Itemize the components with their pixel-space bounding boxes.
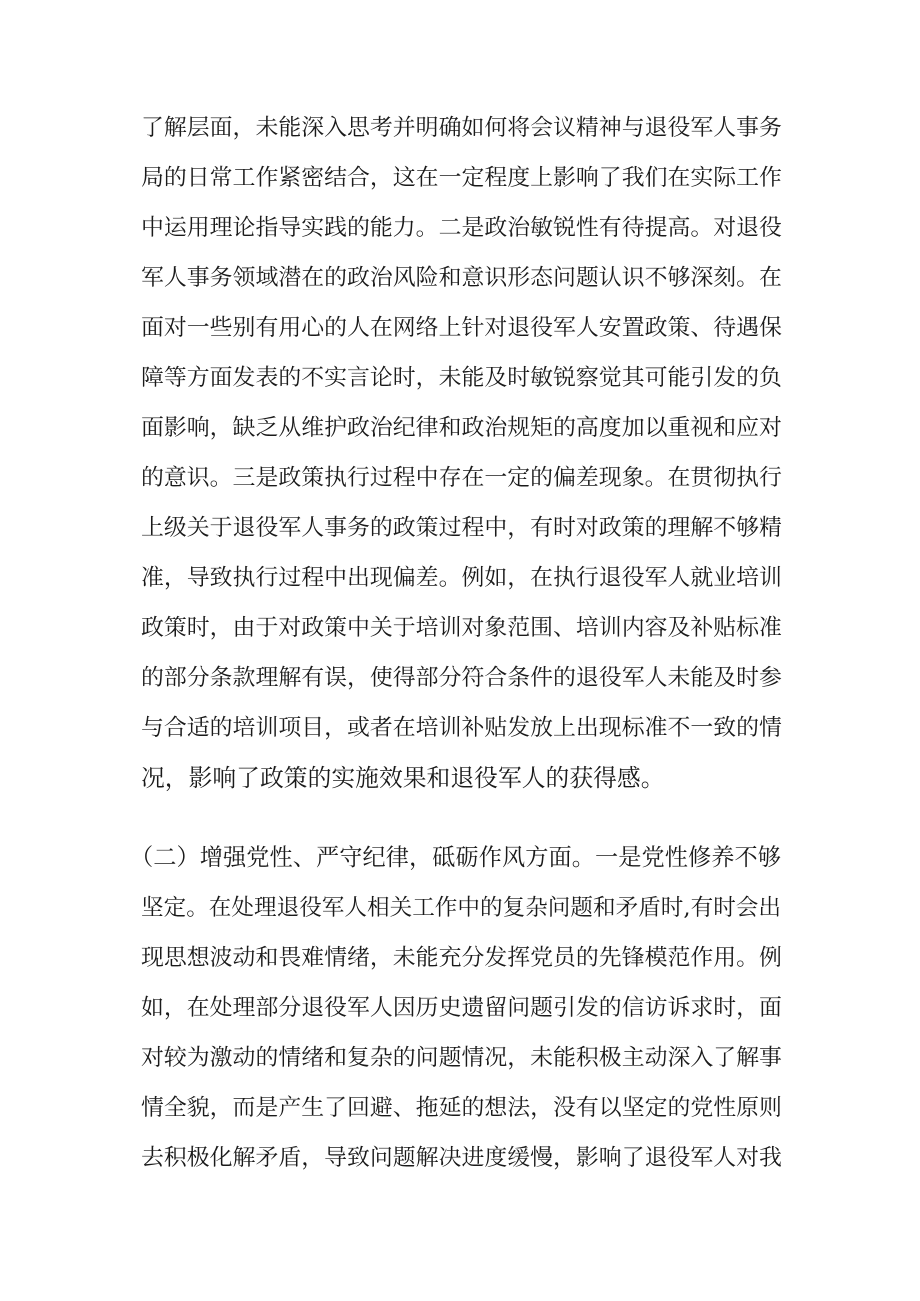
text-line: 与合适的培训项目，或者在培训补贴发放上出现标准不一致的情 (141, 715, 782, 741)
text-line: 中运用理论指导实践的能力。二是政治敏锐性有待提高。对退役 (141, 215, 782, 241)
text-line: 准，导致执行过程中出现偏差。例如，在执行退役军人就业培训 (141, 565, 782, 591)
text-line: 如，在处理部分退役军人因历史遗留问题引发的信访诉求时，面 (141, 995, 782, 1021)
text-line: 的部分条款理解有误，使得部分符合条件的退役军人未能及时参 (141, 665, 782, 691)
text-line: 政策时，由于对政策中关于培训对象范围、培训内容及补贴标准 (141, 615, 782, 641)
text-line: 局的日常工作紧密结合，这在一定程度上影响了我们在实际工作 (141, 165, 782, 191)
text-line: 面影响，缺乏从维护政治纪律和政治规矩的高度加以重视和应对 (141, 415, 782, 441)
section-heading-line: （二）增强党性、严守纪律，砥砺作风方面。一是党性修养不够 (130, 844, 781, 871)
text-line: 的意识。三是政策执行过程中存在一定的偏差现象。在贯彻执行 (141, 465, 782, 491)
text-line: 军人事务领域潜在的政治风险和意识形态问题认识不够深刻。在 (141, 265, 782, 291)
text-line: 现思想波动和畏难情绪，未能充分发挥党员的先锋模范作用。例 (141, 945, 782, 971)
text-line: 面对一些别有用心的人在网络上针对退役军人安置政策、待遇保 (141, 315, 782, 341)
text-line: 障等方面发表的不实言论时，未能及时敏锐察觉其可能引发的负 (141, 365, 782, 391)
text-line: 情全貌，而是产生了回避、拖延的想法，没有以坚定的党性原则 (141, 1095, 782, 1121)
text-line: 了解层面，未能深入思考并明确如何将会议精神与退役军人事务 (141, 115, 782, 141)
text-line: 况，影响了政策的实施效果和退役军人的获得感。 (141, 764, 665, 792)
text-line: 去积极化解矛盾，导致问题解决进度缓慢，影响了退役军人对我 (141, 1145, 782, 1171)
text-line: 上级关于退役军人事务的政策过程中，有时对政策的理解不够精 (141, 515, 782, 541)
text-line: 坚定。在处理退役军人相关工作中的复杂问题和矛盾时,有时会出 (141, 895, 781, 921)
text-line: 对较为激动的情绪和复杂的问题情况，未能积极主动深入了解事 (141, 1045, 782, 1071)
